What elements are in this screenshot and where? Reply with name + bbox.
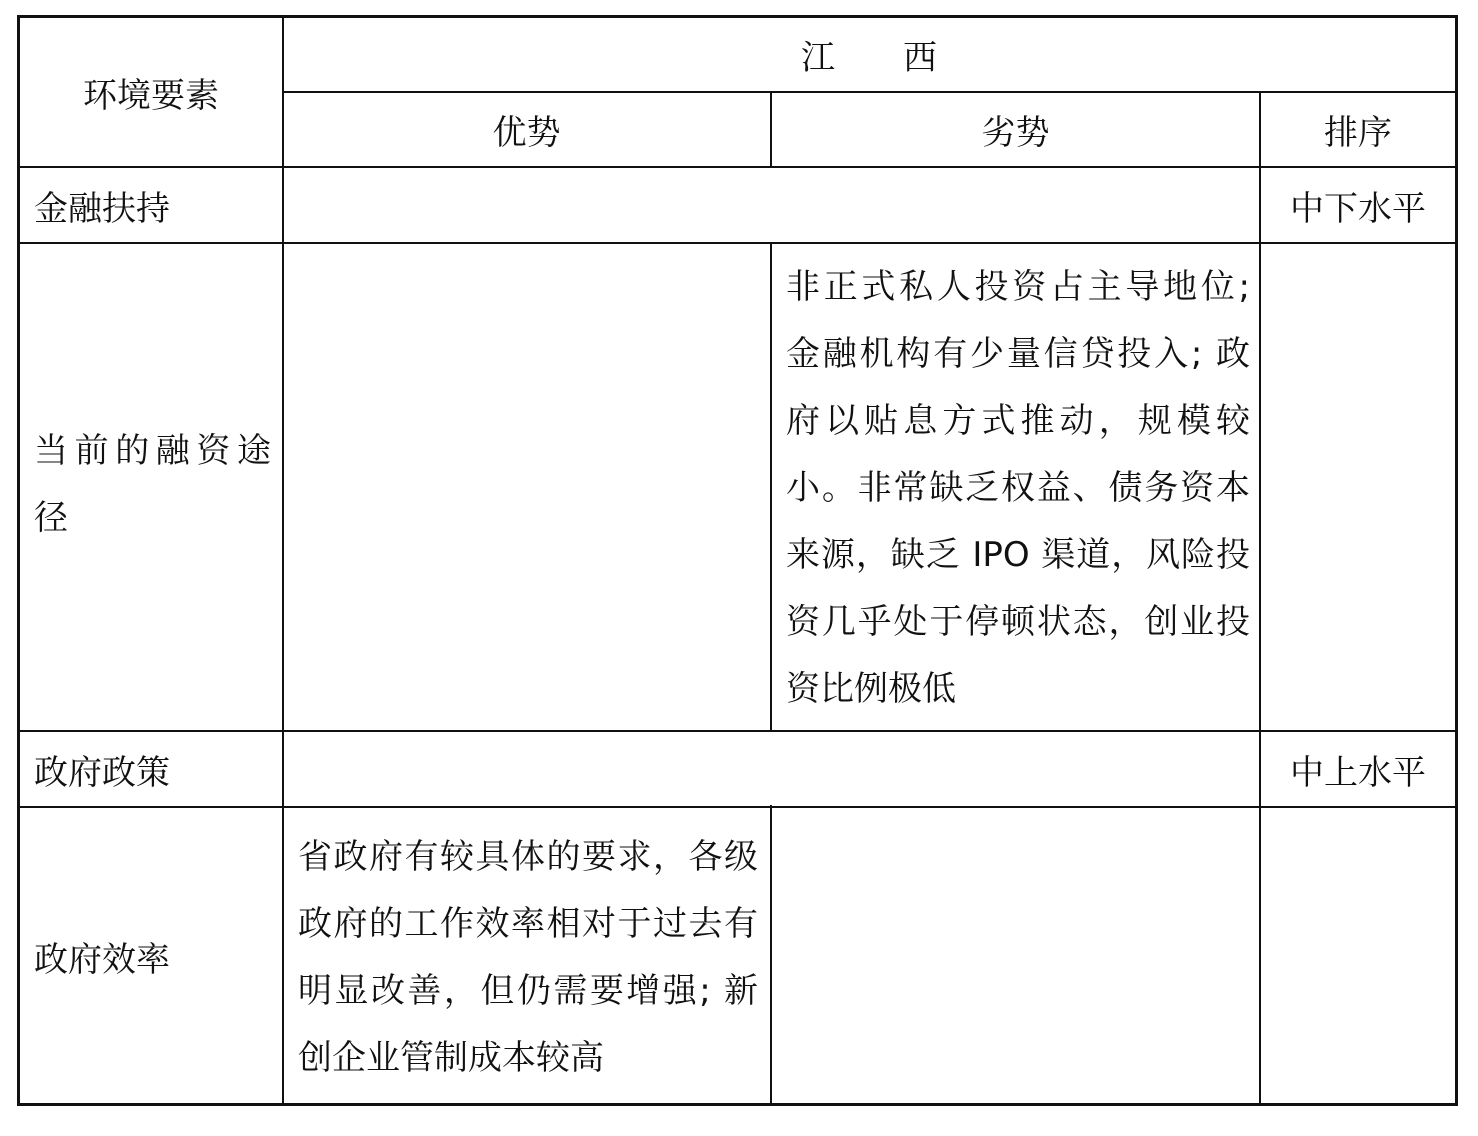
row-government-policy-rank: 中上水平	[1290, 752, 1426, 793]
grid-line-rank-col	[1259, 91, 1261, 1103]
row-financing-channels-factor: 当前的融资途径	[34, 431, 274, 538]
header-rank: 排序	[1324, 112, 1392, 153]
environment-factors-table	[17, 15, 1458, 1106]
header-advantage: 优势	[492, 112, 561, 153]
header-factor: 环境要素	[83, 75, 219, 116]
header-disadvantage: 劣势	[981, 112, 1050, 153]
grid-line-advantage-col-lower	[770, 242, 772, 1103]
row-financing-channels-disadvantage: 非正式私人投资占主导地位; 金融机构有少量信贷投入; 政府以贴息方式推动，规模较小。非常缺乏权益、债务资本来源，缺乏 IPO 渠道，风险投资几乎处于停顿状态，创业投资比例极低	[786, 267, 1250, 709]
header-region: 江 西	[801, 38, 937, 78]
row-government-efficiency-advantage: 省政府有较具体的要求，各级政府的工作效率相对于过去有明显改善，但仍需要增强; 新创企业管制成本较高	[298, 837, 758, 1078]
grid-line-row1-bottom	[20, 242, 1455, 244]
row-government-efficiency-factor: 政府效率	[34, 939, 170, 980]
row-financial-support-rank: 中下水平	[1290, 188, 1426, 229]
row-financial-support-factor: 金融扶持	[34, 188, 170, 229]
row-government-policy-factor: 政府政策	[34, 752, 170, 793]
